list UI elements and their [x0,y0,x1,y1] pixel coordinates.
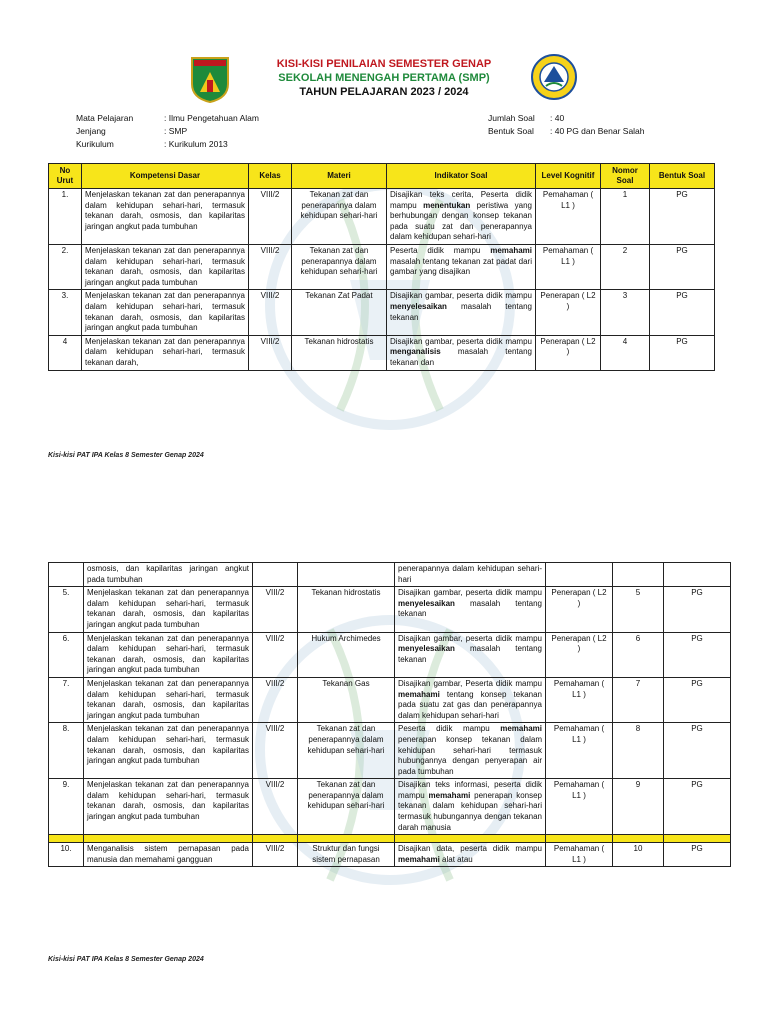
table-row [49,843,731,867]
cell-kompetensi-dasar: Menjelaskan tekanan zat dan penerapannya dalam kehidupan sehari-hari, termasuk tekanan darah, osmosis, dan kapilaritas jaringan angkut pada tumbuhan [84,632,253,677]
col-nomor-soal: Nomor Soal [601,164,650,189]
cell-kompetensi-dasar: Menjelaskan tekanan zat dan penerapannya dalam kehidupan sehari-hari, termasuk tekanan darah, [82,335,249,370]
cell-kompetensi-dasar: Menjelaskan tekanan zat dan penerapannya dalam kehidupan sehari-hari, termasuk tekanan darah, osmosis, dan kapilaritas jaringan angkut pada tumbuhan [82,244,249,289]
cell-nomor-soal: 5 [613,587,664,632]
cell-materi: Tekanan zat dan penerapannya dalam kehidupan sehari-hari [298,779,395,835]
cell-indikator-soal [387,244,536,289]
indikator-text: penerapan konsep tekanan dalam kehidupan sehari-hari termasuk hubungannya dengan penyerapan air pada tumbuhan [398,734,542,776]
indikator-text: tentang konsep tekanan pada suatu zat gas dan penerapannya dalam kehidupan sehari-hari [398,689,542,720]
table-row [49,587,731,632]
indikator-text: Disajikan gambar, peserta didik mampu [398,633,542,643]
separator-cell [664,835,731,843]
cell-no-urut [49,563,84,587]
separator-cell [253,835,298,843]
col-materi: Materi [292,164,387,189]
table-row [49,244,715,289]
indikator-text: masalah tentang tekanan dan [390,347,532,367]
cell-no-urut: 2. [49,244,82,289]
document-page-2 [0,550,768,1024]
cell-kelas: VIII/2 [253,587,298,632]
table-row [49,677,731,722]
cell-indikator-soal [395,632,546,677]
lampung-tengah-logo [188,54,232,104]
indikator-keyword: memahami [490,245,532,255]
school-logo [528,52,580,102]
cell-kelas: VIII/2 [253,779,298,835]
document-header [0,0,768,100]
col-kelas: Kelas [249,164,292,189]
cell-no-urut: 7. [49,677,84,722]
title-line-1: KISI-KISI PENILAIAN SEMESTER GENAP [276,58,492,70]
table-row [49,189,715,245]
cell-level-kognitif: Pemahaman ( L1 ) [546,779,613,835]
bentuk-value: : 40 PG dan Benar Salah [550,126,645,136]
cell-no-urut: 10. [49,843,84,867]
cell-bentuk-soal: PG [650,335,715,370]
indikator-keyword: menyelesaikan [398,644,455,654]
cell-bentuk-soal: PG [664,843,731,867]
table-row [49,563,731,587]
cell-level-kognitif: Pemahaman ( L1 ) [546,843,613,867]
cell-indikator-soal [387,335,536,370]
mapel-label: Mata Pelajaran [76,113,134,123]
table-row [49,335,715,370]
indikator-keyword: memahami [428,790,471,800]
cell-nomor-soal: 2 [601,244,650,289]
cell-nomor-soal [613,563,664,587]
cell-kelas: VIII/2 [249,244,292,289]
indikator-text: masalah tentang tekanan zat padat dari gambar yang disajikan [390,256,532,277]
jumlah-value: : 40 [550,113,565,123]
cell-nomor-soal: 1 [601,189,650,245]
cell-indikator-soal [395,723,546,779]
separator-cell [49,835,84,843]
indikator-text: Disajikan gambar, Peserta didik mampu [398,678,542,688]
cell-kompetensi-dasar: Menjelaskan tekanan zat dan penerapannya dalam kehidupan sehari-hari, termasuk tekanan darah, osmosis, dan kapilaritas jaringan angkut pada tumbuhan [82,189,249,245]
indikator-text: masalah tentang tekanan [390,301,532,322]
indikator-text: masalah tentang tekanan [398,598,542,619]
title-line-2: SEKOLAH MENENGAH PERTAMA (SMP) [278,72,490,84]
cell-level-kognitif: Penerapan ( L2 ) [546,632,613,677]
cell-materi: Tekanan Gas [298,677,395,722]
kurikulum-label: Kurikulum [76,139,114,149]
cell-indikator-soal [395,677,546,722]
table-body-page-2 [49,563,731,867]
cell-materi: Tekanan hidrostatis [292,335,387,370]
cell-nomor-soal: 3 [601,290,650,335]
indikator-text: Disajikan data, peserta didik mampu [398,844,542,854]
cell-kompetensi-dasar: Menjelaskan tekanan zat dan penerapannya dalam kehidupan sehari-hari, termasuk tekanan darah, osmosis, dan kapilaritas jaringan angkut pada tumbuhan [82,290,249,335]
separator-cell [298,835,395,843]
cell-materi: Tekanan Zat Padat [292,290,387,335]
indikator-keyword: menyelesaikan [390,301,447,311]
col-no-urut: No Urut [49,164,82,189]
cell-level-kognitif: Pemahaman ( L1 ) [546,723,613,779]
cell-kelas: VIII/2 [249,335,292,370]
cell-materi: Struktur dan fungsi sistem pernapasan [298,843,395,867]
cell-indikator-soal [387,290,536,335]
table-row [49,290,715,335]
table-row [49,723,731,779]
cell-kompetensi-dasar: Menganalisis sistem pernapasan pada manusia dan memahami gangguan [84,843,253,867]
indikator-keyword: memahami [500,724,542,734]
cell-indikator-soal [395,843,546,867]
indikator-text: Disajikan gambar, peserta didik mampu [390,336,532,346]
cell-no-urut: 1. [49,189,82,245]
cell-bentuk-soal: PG [650,290,715,335]
cell-level-kognitif: Penerapan ( L2 ) [536,290,601,335]
cell-nomor-soal: 7 [613,677,664,722]
cell-nomor-soal: 10 [613,843,664,867]
cell-level-kognitif: Penerapan ( L2 ) [536,335,601,370]
cell-nomor-soal: 4 [601,335,650,370]
cell-level-kognitif: Pemahaman ( L1 ) [536,189,601,245]
cell-indikator-soal [395,563,546,587]
separator-row [49,835,731,843]
cell-kelas: VIII/2 [249,189,292,245]
cell-indikator-soal [395,779,546,835]
table-body-page-1 [49,189,715,371]
cell-kelas: VIII/2 [253,723,298,779]
cell-bentuk-soal: PG [664,587,731,632]
table-header-row [49,164,715,189]
cell-nomor-soal: 6 [613,632,664,677]
cell-nomor-soal: 9 [613,779,664,835]
separator-cell [84,835,253,843]
table-row [49,632,731,677]
document-page-1 [0,0,768,475]
col-bentuk-soal: Bentuk Soal [650,164,715,189]
cell-kelas: VIII/2 [253,632,298,677]
indikator-text: Disajikan teks informasi, peserta didik mampu [398,780,542,800]
mapel-value: : Ilmu Pengetahuan Alam [164,113,259,123]
separator-cell [546,835,613,843]
indikator-text: masalah tentang tekanan [398,644,542,664]
cell-level-kognitif: Pemahaman ( L1 ) [546,677,613,722]
indikator-keyword: memahami [398,689,440,699]
cell-bentuk-soal: PG [664,632,731,677]
cell-no-urut: 9. [49,779,84,835]
cell-kelas: VIII/2 [249,290,292,335]
cell-bentuk-soal: PG [664,779,731,835]
cell-materi: Tekanan zat dan penerapannya dalam kehidupan sehari-hari [292,189,387,245]
cell-materi: Tekanan zat dan penerapannya dalam kehidupan sehari-hari [292,244,387,289]
cell-no-urut: 6. [49,632,84,677]
indikator-text: penerapannya dalam kehidupan sehari-hari [398,564,542,584]
cell-nomor-soal: 8 [613,723,664,779]
indikator-keyword: menyelesaikan [398,598,455,608]
separator-cell [395,835,546,843]
table-row [49,779,731,835]
cell-materi: Hukum Archimedes [298,632,395,677]
cell-level-kognitif: Penerapan ( L2 ) [546,587,613,632]
cell-bentuk-soal: PG [650,244,715,289]
cell-kompetensi-dasar: Menjelaskan tekanan zat dan penerapannya dalam kehidupan sehari-hari, termasuk tekanan darah, osmosis, dan kapilaritas jaringan angkut pada tumbuhan [84,677,253,722]
cell-kompetensi-dasar: Menjelaskan tekanan zat dan penerapannya dalam kehidupan sehari-hari, termasuk tekanan darah, osmosis, dan kapilaritas jaringan angkut pada tumbuhan [84,723,253,779]
page-footer: Kisi-kisi PAT IPA Kelas 8 Semester Genap 2024 [48,956,204,963]
meta-left [76,112,259,151]
kurikulum-value: : Kurikulum 2013 [164,139,228,149]
separator-cell [613,835,664,843]
meta-right [488,112,645,138]
cell-kompetensi-dasar: osmosis, dan kapilaritas jaringan angkut pada tumbuhan [84,563,253,587]
jenjang-label: Jenjang [76,126,106,136]
indikator-text: Disajikan teks cerita, Peserta didik mampu [390,190,532,210]
indikator-text: peristiwa yang berhubungan dengan konsep tekanan pada suatu zat dan penerapannya dalam kehidupan sehari-hari [390,200,532,242]
cell-level-kognitif [546,563,613,587]
cell-no-urut: 8. [49,723,84,779]
cell-kompetensi-dasar: Menjelaskan tekanan zat dan penerapannya dalam kehidupan sehari-hari, termasuk tekanan darah, osmosis, dan kapilaritas jaringan angkut pada tumbuhan [84,587,253,632]
cell-kelas: VIII/2 [253,677,298,722]
cell-bentuk-soal [664,563,731,587]
col-indikator-soal: Indikator Soal [387,164,536,189]
cell-no-urut: 3. [49,290,82,335]
indikator-keyword: memahami [398,854,440,864]
cell-kelas: VIII/2 [253,843,298,867]
page-footer: Kisi-kisi PAT IPA Kelas 8 Semester Genap 2024 [48,452,204,459]
cell-level-kognitif: Pemahaman ( L1 ) [536,244,601,289]
cell-bentuk-soal: PG [664,723,731,779]
indikator-text: Disajikan gambar, peserta didik mampu [398,588,542,598]
kisi-table-page-1 [48,163,715,371]
indikator-text: Peserta didik mampu [390,245,491,255]
col-level-kognitif: Level Kognitif [536,164,601,189]
title-line-3: TAHUN PELAJARAN 2023 / 2024 [299,86,469,98]
cell-kelas [253,563,298,587]
cell-indikator-soal [387,189,536,245]
kisi-table-page-2 [48,562,731,867]
cell-kompetensi-dasar: Menjelaskan tekanan zat dan penerapannya dalam kehidupan sehari-hari, termasuk tekanan darah, osmosis, dan kapilaritas jaringan angkut pada tumbuhan [84,779,253,835]
cell-materi: Tekanan hidrostatis [298,587,395,632]
indikator-keyword: menganalisis [390,347,441,357]
cell-no-urut: 4 [49,335,82,370]
cell-materi: Tekanan zat dan penerapannya dalam kehidupan sehari-hari [298,723,395,779]
cell-no-urut: 5. [49,587,84,632]
cell-bentuk-soal: PG [664,677,731,722]
col-kompetensi-dasar: Kompetensi Dasar [82,164,249,189]
cell-materi [298,563,395,587]
indikator-text: alat atau [439,854,473,864]
indikator-keyword: menentukan [423,200,471,210]
cell-bentuk-soal: PG [650,189,715,245]
indikator-text: penerapan konsep tekanan dalam kehidupan sehari-hari termasuk hubungannya dengan tekanan darah manusia [398,790,542,832]
indikator-text: Disajikan gambar, peserta didik mampu [390,291,532,301]
jumlah-label: Jumlah Soal [488,113,535,123]
bentuk-label: Bentuk Soal [488,126,534,136]
jenjang-value: : SMP [164,126,188,136]
cell-indikator-soal [395,587,546,632]
indikator-text: Peserta didik mampu [398,724,501,734]
